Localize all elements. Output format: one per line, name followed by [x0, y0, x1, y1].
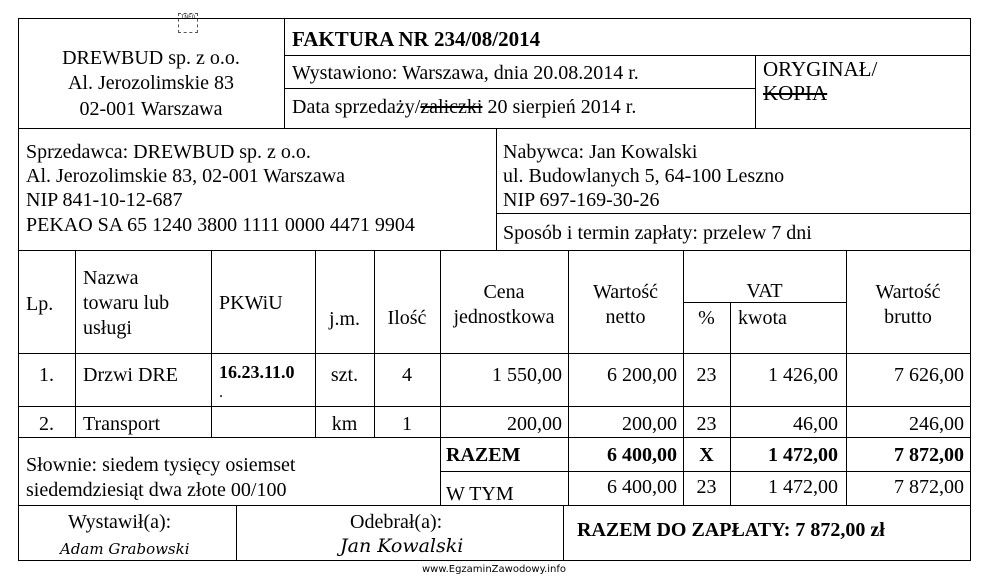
total-vat-pct: X: [699, 444, 714, 466]
row-gross: 7 626,00: [894, 364, 964, 386]
of-which-net: 6 400,00: [607, 476, 677, 498]
col-lp: Lp.: [26, 293, 54, 315]
company-name: DREWBUD sp. z o.o.: [62, 47, 240, 69]
row-vat-pct: 23: [696, 413, 717, 435]
row-net: 200,00: [622, 413, 677, 435]
invoice-title: FAKTURA NR 234/08/2014: [292, 27, 541, 51]
row-pkwiu: 16.23.11.0: [219, 362, 295, 382]
col-vat-pct: %: [698, 307, 715, 329]
total-label: RAZEM: [446, 444, 521, 466]
col-price-line2: jednostkowa: [453, 306, 555, 328]
buyer-address: ul. Budowlanych 5, 64-100 Leszno: [503, 165, 785, 187]
sale-date-prefix: Data sprzedaży/: [292, 96, 421, 118]
row-pkwiu-tail: .: [219, 384, 223, 401]
row-price: 200,00: [507, 413, 562, 435]
row-net: 6 200,00: [607, 364, 677, 386]
copy-label-struck: KOPIA: [763, 81, 828, 105]
of-which-vat-pct: 23: [696, 476, 717, 498]
row-lp: 2.: [39, 413, 54, 435]
row-lp: 1.: [39, 364, 54, 386]
row-gross: 246,00: [909, 413, 964, 435]
total-gross: 7 872,00: [894, 444, 964, 466]
col-net-line2: netto: [605, 306, 646, 328]
seller-nip: NIP 841-10-12-687: [26, 189, 183, 211]
buyer-nip: NIP 697-169-30-26: [503, 189, 660, 211]
issued-info: Wystawiono: Warszawa, dnia 20.08.2014 r.: [292, 62, 639, 84]
row-vat-amount: 46,00: [793, 413, 838, 435]
col-unit: j.m.: [328, 308, 361, 330]
issued-by-signature: Adam Grabowski: [60, 540, 190, 558]
amount-due: RAZEM DO ZAPŁATY: 7 872,00 zł: [577, 519, 885, 541]
col-net-line1: Wartość: [592, 281, 659, 303]
in-words-line2: siedemdziesiąt dwa złote 00/100: [26, 479, 287, 501]
sale-date-suffix: 20 sierpień 2014 r.: [482, 96, 637, 118]
col-vat: VAT: [746, 280, 783, 302]
sale-date: [292, 96, 636, 118]
col-name-line3: usługi: [83, 317, 132, 339]
col-gross-line1: Wartość: [875, 281, 941, 303]
seller-address: Al. Jerozolimskie 83, 02-001 Warszawa: [26, 165, 346, 187]
row-vat-amount: 1 426,00: [768, 364, 838, 386]
col-price-line1: Cena: [483, 281, 525, 303]
col-name-line2: towaru lub: [83, 292, 170, 314]
in-words-line1: Słownie: siedem tysięcy osiemset: [26, 454, 296, 476]
row-qty: 4: [402, 364, 412, 386]
info-badge-icon: [178, 13, 198, 33]
of-which-label: W TYM: [446, 483, 514, 505]
row-unit: szt.: [330, 364, 359, 386]
row-name: Drzwi DRE: [83, 364, 178, 386]
col-gross-line2: brutto: [884, 306, 932, 328]
col-vat-amount: kwota: [738, 307, 787, 329]
seller-bank: PEKAO SA 65 1240 3800 1111 0000 4471 9904: [26, 214, 415, 236]
of-which-vat-amount: 1 472,00: [768, 476, 838, 498]
issued-by-label: Wystawił(a):: [68, 511, 172, 533]
seller-name: Sprzedawca: DREWBUD sp. z o.o.: [26, 141, 311, 163]
original-label: ORYGINAŁ/: [763, 57, 878, 81]
sale-date-struck: zaliczki: [420, 96, 483, 118]
row-price: 1 550,00: [492, 364, 562, 386]
row-name: Transport: [83, 413, 161, 435]
total-net: 6 400,00: [607, 444, 677, 466]
row-qty: 1: [402, 413, 412, 435]
watermark: www.EgzaminZawodowy.info: [421, 564, 567, 575]
col-pkwiu: PKWiU: [219, 292, 283, 314]
row-unit: km: [331, 413, 358, 435]
col-qty: Ilość: [387, 307, 427, 329]
company-street: Al. Jerozolimskie 83: [67, 72, 235, 94]
buyer-name: Nabywca: Jan Kowalski: [503, 141, 698, 163]
of-which-gross: 7 872,00: [894, 476, 964, 498]
received-by-label: Odebrał(a):: [350, 511, 443, 533]
received-by-signature: Jan Kowalski: [340, 535, 464, 557]
company-city: 02-001 Warszawa: [79, 98, 223, 120]
row-vat-pct: 23: [696, 364, 717, 386]
total-vat-amount: 1 472,00: [768, 444, 838, 466]
payment-terms: Sposób i termin zapłaty: przelew 7 dni: [503, 222, 812, 244]
col-name-line1: Nazwa: [83, 267, 139, 289]
